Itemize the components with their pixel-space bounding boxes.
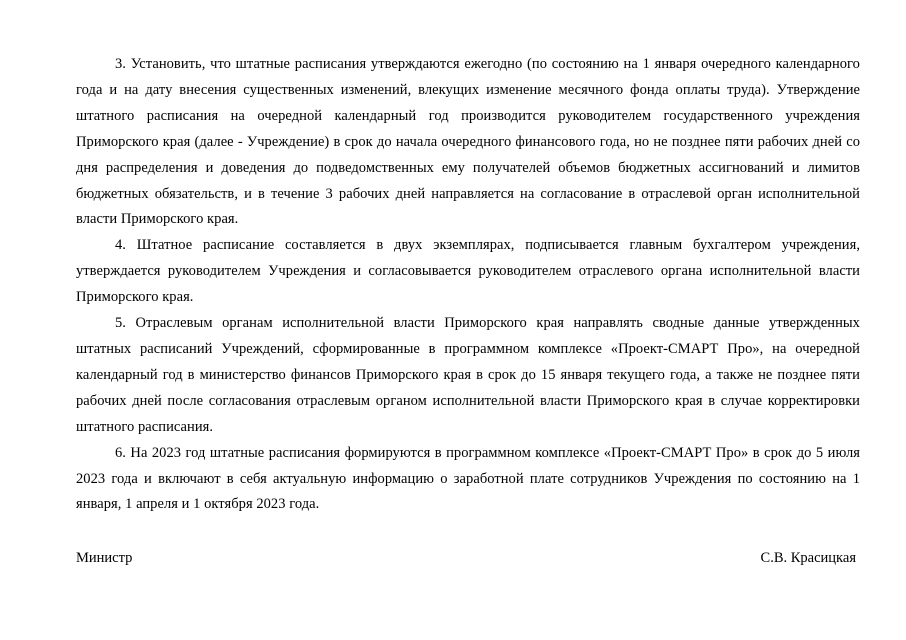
paragraph-6: 6. На 2023 год штатные расписания формируются в программном комплексе «Проект-СМАРТ Про» в срок до 5 июля 2023 года и включают в себя актуальную информацию о заработной плате сотрудников Учреждения по состоянию на 1 января, 1 апреля и 1 октября 2023 года. — [76, 444, 860, 513]
paragraph-5: 5. Отраслевым органам исполнительной власти Приморского края направлять сводные данные утвержденных штатных расписаний Учреждений, сформированные в программном комплексе «Проект-СМАРТ Про», на очередной календарный год в министерство финансов Приморского края в срок до 15 января текущего года, а также не позднее пяти рабочих дней после согласования отраслевым органом исполнительной власти Приморского края в случае корректировки штатного расписания. — [76, 315, 860, 435]
document-body — [76, 52, 860, 518]
signatory-position: Министр — [76, 550, 133, 566]
paragraph-4: 4. Штатное расписание составляется в двух экземплярах, подписывается главным бухгалтером учреждения, утверждается руководителем Учреждения и согласовывается руководителем отраслевого органа исполнительной власти Приморского края. — [76, 237, 860, 306]
signature-block — [76, 547, 856, 569]
paragraph-3: 3. Установить, что штатные расписания утверждаются ежегодно (по состоянию на 1 января очередного календарного года и на дату внесения существенных изменений, влекущих изменение месячного фонда оплаты труда). Утверждение штатного расписания на очередной календарный год производится руководителем государственного учреждения Приморского края (далее - Учреждение) в срок до начала очередного финансового года, но не позднее пяти рабочих дней со дня распределения и доведения до подведомственных ему получателей объемов бюджетных ассигнований и лимитов бюджетных обязательств, и в течение 3 рабочих дней направляется на согласование в отраслевой орган исполнительной власти Приморского края. — [76, 56, 860, 228]
signatory-name: С.В. Красицкая — [760, 550, 856, 566]
